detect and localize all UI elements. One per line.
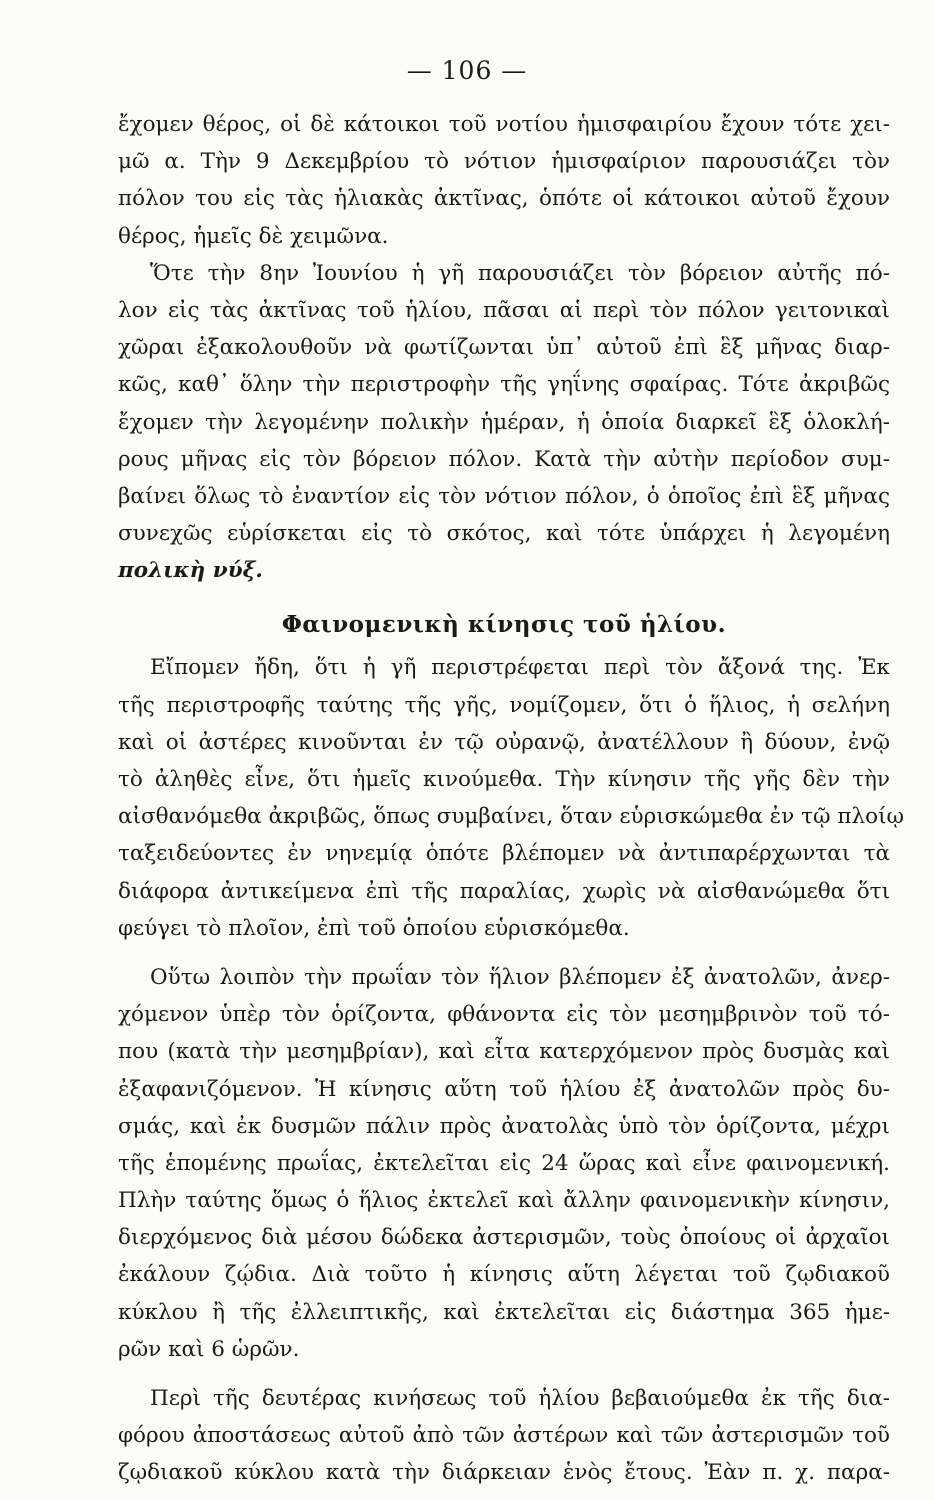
text-line: φόρου ἀποστάσεως αὐτοῦ ἀπὸ τῶν ἀστέρων καὶ τῶν ἀστερισμῶν τοῦ [118, 1423, 890, 1449]
text-line: Πλὴν ταύτης ὅμως ὁ ἥλιος ἐκτελεῖ καὶ ἄλλην φαινομενικὴν κίνησιν, [118, 1188, 890, 1214]
text-line: διάφορα ἀντικείμενα ἐπὶ τῆς παραλίας, χωρὶς νὰ αἰσθανώμεθα ὅτι [118, 878, 890, 904]
text-line: Περὶ τῆς δευτέρας κινήσεως τοῦ ἡλίου βεβαιούμεθα ἐκ τῆς δια- [150, 1386, 890, 1411]
text-line: πόλον του εἰς τὰς ἡλιακὰς ἀκτῖνας, ὁπότε οἱ κάτοικοι αὐτοῦ ἔχουν [118, 186, 890, 212]
text-line: Εἴπομεν ἤδη, ὅτι ἡ γῆ περιστρέφεται περὶ τὸν ἄξονά της. Ἐκ [150, 655, 890, 681]
text-line: τῆς περιστροφῆς ταύτης τῆς γῆς, νομίζομεν, ὅτι ὁ ἥλιος, ἡ σελήνη [118, 692, 890, 718]
text-line: κύκλου ἢ τῆς ἐλλειπτικῆς, καὶ ἐκτελεῖται εἰς διάστημα 365 ἡμε- [118, 1299, 890, 1325]
paragraph-3 [118, 649, 905, 947]
text-line: ἐξαφανιζόμενον. Ἡ κίνησις αὕτη τοῦ ἡλίου ἐξ ἀνατολῶν πρὸς δυ- [118, 1076, 890, 1102]
page-number: — 106 — [406, 56, 528, 85]
paragraph-4 [118, 959, 890, 1368]
text-line: Ὅτε τὴν 8ην Ἰουνίου ἡ γῆ παρουσιάζει τὸν βόρειον αὐτῆς πό- [150, 260, 890, 286]
text-line: ἔχομεν τὴν λεγομένην πολικὴν ἡμέραν, ἡ ὁποία διαρκεῖ ἓξ ὁλοκλή- [118, 409, 890, 435]
text-line: σμάς, καὶ ἐκ δυσμῶν πάλιν πρὸς ἀνατολὰς ὑπὸ τὸν ὁρίζοντα, μέχρι [118, 1113, 890, 1139]
text-line: κῶς, καθ᾽ ὅλην τὴν περιστροφὴν τῆς γηΐνης σφαίρας. Τότε ἀκριβῶς [118, 372, 890, 398]
text-line: λον εἰς τὰς ἀκτῖνας τοῦ ἡλίου, πᾶσαι αἱ περὶ τὸν πόλον γειτονικαὶ [118, 297, 890, 323]
paragraph-5 [118, 1380, 890, 1492]
text-line: βαίνει ὅλως τὸ ἐναντίον εἰς τὸν νότιον πόλον, ὁ ὁποῖος ἐπὶ ἓξ μῆνας [118, 483, 890, 509]
text-line: διερχόμενος διὰ μέσου δώδεκα ἀστερισμῶν, τοὺς ὁποίους οἱ ἀρχαῖοι [118, 1225, 890, 1251]
section-heading: Φαινομενικὴ κίνησις τοῦ ἡλίου. [281, 611, 727, 639]
paragraph-gap [118, 1368, 890, 1380]
text-line: ἔχομεν θέρος, οἱ δὲ κάτοικοι τοῦ νοτίου ἡμισφαιρίου ἔχουν τότε χει- [118, 112, 890, 137]
text-line: ρους μῆνας εἰς τὸν βόρειον πόλον. Κατὰ τὴν αὐτὴν περίοδον συμ- [118, 446, 890, 472]
text-line: μῶ α. Τὴν 9 Δεκεμβρίου τὸ νότιον ἡμισφαίριον παρουσιάζει τὸν [118, 149, 890, 175]
paragraph-1 [118, 106, 890, 255]
paragraph-2 [118, 255, 890, 590]
text-line: τῆς ἑπομένης πρωΐας, ἐκτελεῖται εἰς 24 ὥρας καὶ εἶνε φαινομενική. [118, 1150, 890, 1176]
text-line: φεύγει τὸ πλοῖον, ἐπὶ τοῦ ὁποίου εὑρισκόμεθα. [118, 915, 630, 941]
text-line: ζῳδιακοῦ κύκλου κατὰ τὴν διάρκειαν ἑνὸς ἔτους. Ἐὰν π. χ. παρα- [118, 1460, 890, 1486]
page-text [118, 106, 905, 1492]
text-line: χόμενον ὑπὲρ τὸν ὁρίζοντα, φθάνοντα εἰς τὸν μεσημβρινὸν τοῦ τό- [118, 1002, 890, 1028]
text-line: θέρος, ἡμεῖς δὲ χειμῶνα. [118, 223, 389, 249]
paragraph-gap [118, 947, 890, 959]
text-line: ρῶν καὶ 6 ὡρῶν. [118, 1336, 300, 1362]
text-line: αἰσθανόμεθα ἀκριβῶς, ὅπως συμβαίνει, ὅταν εὑρισκώμεθα ἐν τῷ πλοίῳ [118, 804, 905, 830]
text-line: ἐκάλουν ζῴδια. Διὰ τοῦτο ἡ κίνησις αὕτη λέγεται τοῦ ζῳδιακοῦ [118, 1262, 890, 1288]
text-line: ταξειδεύοντες ἐν νηνεμίᾳ ὁπότε βλέπομεν νὰ ἀντιπαρέρχωνται τὰ [118, 841, 890, 867]
text-line: Οὕτω λοιπὸν τὴν πρωΐαν τὸν ἥλιον βλέπομεν ἐξ ἀνατολῶν, ἀνερ- [150, 964, 890, 990]
text-line: καὶ οἱ ἀστέρες κινοῦνται ἐν τῷ οὐρανῷ, ἀνατέλλουν ἢ δύουν, ἐνῷ [118, 729, 890, 755]
text-line: τὸ ἀληθὲς εἶνε, ὅτι ἡμεῖς κινούμεθα. Τὴν κίνησιν τῆς γῆς δὲν τὴν [118, 767, 890, 792]
text-line: συνεχῶς εὑρίσκεται εἰς τὸ σκότος, καὶ τότε ὑπάρχει ἡ λεγομένη [118, 521, 890, 547]
text-line: που (κατὰ τὴν μεσημβρίαν), καὶ εἶτα κατερχόμενον πρὸς δυσμὰς καὶ [118, 1039, 890, 1065]
text-line: πολικὴ νύξ. [118, 558, 263, 584]
text-line: χῶραι ἐξακολουθοῦν νὰ φωτίζωνται ὑπ᾽ αὐτοῦ ἐπὶ ἓξ μῆνας διαρ- [118, 335, 890, 361]
